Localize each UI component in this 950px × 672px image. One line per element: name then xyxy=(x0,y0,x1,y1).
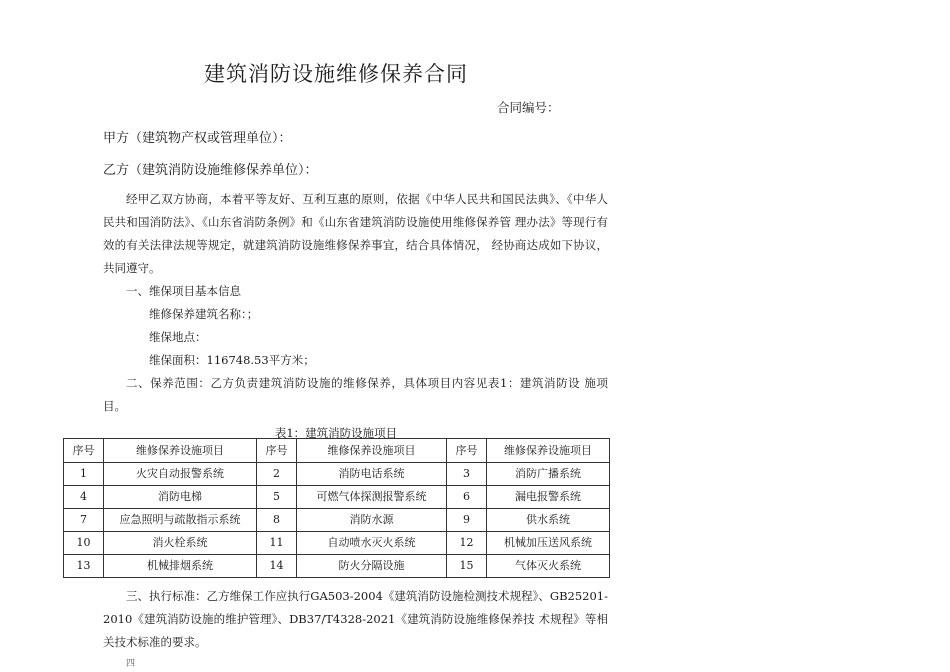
table-cell: 9 xyxy=(447,509,487,532)
header-cell: 序号 xyxy=(447,439,487,463)
table-row xyxy=(64,486,610,509)
preamble-paragraph: 经甲乙双方协商，本着平等友好、互利互惠的原则，依据《中华人民共和国民法典》、《中华人民共和国消防法》、《山东省消防条例》和《山东省建筑消防设施使用维修保养管 理办法》等现行有效的有关法律法规等规定，就建筑消防设施维修保养事宜，结合具体情况， 经协商达成如下协议，共同遵守。 xyxy=(103,192,608,275)
table-cell: 6 xyxy=(447,486,487,509)
table-row xyxy=(64,509,610,532)
table-cell: 14 xyxy=(257,555,297,578)
table-cell: 15 xyxy=(447,555,487,578)
table-row xyxy=(64,555,610,578)
table-cell: 火灾自动报警系统 xyxy=(104,463,257,486)
table-cell: 5 xyxy=(257,486,297,509)
table-cell: 气体灭火系统 xyxy=(487,555,610,578)
table-caption: 表1：建筑消防设施项目 xyxy=(274,426,398,440)
table-cell: 2 xyxy=(257,463,297,486)
table-cell: 消防水源 xyxy=(297,509,447,532)
table-cell: 7 xyxy=(64,509,104,532)
document-title: 建筑消防设施维修保养合同 xyxy=(204,62,468,86)
header-cell: 序号 xyxy=(257,439,297,463)
table-cell: 消火栓系统 xyxy=(104,532,257,555)
table-cell: 8 xyxy=(257,509,297,532)
table-cell: 可燃气体探测报警系统 xyxy=(297,486,447,509)
building-name-line: 维修保养建筑名称：； xyxy=(149,307,259,321)
table-header-row xyxy=(64,439,610,463)
table-cell: 12 xyxy=(447,532,487,555)
party-a-line: 甲方（建筑物产权或管理单位）： xyxy=(103,131,292,146)
table-row xyxy=(64,463,610,486)
table-cell: 11 xyxy=(257,532,297,555)
section3-paragraph: 三、执行标准：乙方维保工作应执行GA503-2004《建筑消防设施检测技术规程》、GB25201-2010《建筑消防设施的维护管理》、DB37/T4328-2021《建筑消防设施维修保养技 术规程》等相关技术标准的要求。 xyxy=(103,589,608,649)
header-cell: 维修保养设施项目 xyxy=(297,439,447,463)
party-b-line: 乙方（建筑消防设施维修保养单位）： xyxy=(103,163,318,178)
table-cell: 消防电话系统 xyxy=(297,463,447,486)
section1-heading: 一、维保项目基本信息 xyxy=(126,284,241,298)
header-cell: 维修保养设施项目 xyxy=(104,439,257,463)
table-cell: 应急照明与疏散指示系统 xyxy=(104,509,257,532)
table-cell: 13 xyxy=(64,555,104,578)
table-cell: 消防电梯 xyxy=(104,486,257,509)
table-cell: 自动喷水灭火系统 xyxy=(297,532,447,555)
header-cell: 维修保养设施项目 xyxy=(487,439,610,463)
header-cell: 序号 xyxy=(64,439,104,463)
contract-number-label: 合同编号： xyxy=(497,100,560,115)
location-line: 维保地点： xyxy=(149,330,207,344)
table-cell: 10 xyxy=(64,532,104,555)
table-cell: 漏电报警系统 xyxy=(487,486,610,509)
table-cell: 供水系统 xyxy=(487,509,610,532)
table-cell: 防火分隔设施 xyxy=(297,555,447,578)
table-cell: 3 xyxy=(447,463,487,486)
table-row xyxy=(64,532,610,555)
area-line: 维保面积：116748.53平方米； xyxy=(149,353,315,367)
section4-partial-line: 四 xyxy=(126,659,137,669)
table-cell: 4 xyxy=(64,486,104,509)
table-cell: 机械加压送风系统 xyxy=(487,532,610,555)
table-cell: 机械排烟系统 xyxy=(104,555,257,578)
facilities-table xyxy=(63,438,610,578)
section2-paragraph: 二、保养范围：乙方负责建筑消防设施的维修保养，具体项目内容见表1：建筑消防设 施项目。 xyxy=(103,376,608,413)
table-cell: 1 xyxy=(64,463,104,486)
table-cell: 消防广播系统 xyxy=(487,463,610,486)
